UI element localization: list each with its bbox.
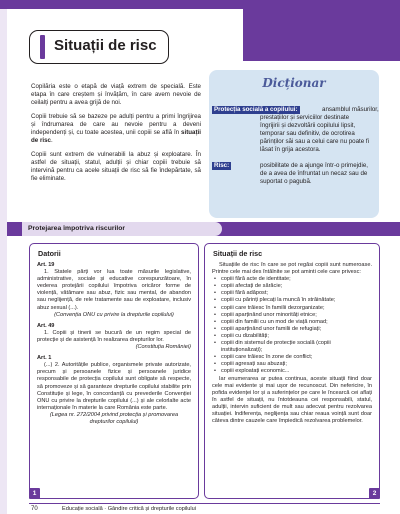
dictionary-definition-line: de a avea de înfruntat un necaz sau de <box>260 170 368 177</box>
list-item: • copiii cu dizabilități; <box>221 333 372 340</box>
dictionary-box <box>209 70 379 218</box>
risk-intro: Situațiile de risc în care se pot regăsi copiii sunt numeroase. Printre cele mai des întâlnite se pot aminti cele care privesc: <box>212 262 372 276</box>
list-item: • copiii aparținând unor familii de refugiați; <box>221 326 372 333</box>
duties-body <box>37 262 191 426</box>
duties-box <box>29 243 199 499</box>
list-item: • copiii exploatați economic... <box>221 368 372 375</box>
footer-text: Educație socială · Gândire critică și drepturile copilului <box>62 506 197 512</box>
list-item: • copiii agresați sau abuzați; <box>221 361 372 368</box>
title-accent-bar <box>40 35 45 59</box>
dictionary-definition-first: ansamblul măsurilor, <box>322 106 379 113</box>
page-title: Situații de risc <box>54 37 157 54</box>
intro-paragraph-3: Copiii sunt extrem de vulnerabili la abuz și exploatare. În astfel de situații, statul, adulții și chiar copiii trebuie să intervină pentru ca acele situații de risc să fie îndepărtate, să fie eliminate. <box>31 151 201 182</box>
list-item: • copiii fără adăpost; <box>221 290 372 297</box>
dictionary-definition-line: posibilitate de a ajunge într-o primejdie, <box>260 162 369 169</box>
article-label: Art. 49 <box>37 322 55 329</box>
left-margin-strip <box>0 9 7 514</box>
page-number: 70 <box>31 506 38 512</box>
box-number-badge: 1 <box>29 488 40 499</box>
page-title-box <box>29 30 169 64</box>
list-item: • copiii din familii cu un mod de viață nomad; <box>221 319 372 326</box>
intro-text <box>31 83 201 189</box>
dictionary-title: Dicționar <box>262 76 326 90</box>
dictionary-definition-line: prestațiilor și serviciilor destinate <box>260 114 350 121</box>
dictionary-definition-line: temporar sau definitiv, de ocrotirea <box>260 130 355 137</box>
dictionary-definition-line: îngrijirii și dezvoltării copilului lipsit, <box>260 122 356 129</box>
footer-divider <box>29 503 380 504</box>
list-item: • copiii care trăiesc în zone de conflict; <box>221 354 372 361</box>
section-tab <box>22 222 222 236</box>
list-item: • copiii aparținând unor minorități etnice; <box>221 312 372 319</box>
header-decor-panel <box>243 9 400 61</box>
risk-situations-box <box>204 243 380 499</box>
box-number-badge: 2 <box>369 488 380 499</box>
article-source: (Legea nr. 272/2004 privind protecția și promovarea drepturilor copilului) <box>49 411 179 425</box>
section-header-bar <box>7 222 400 236</box>
list-item: • copiii fără acte de identitate; <box>221 276 372 283</box>
intro-paragraph-1: Copilăria este o etapă de viață extrem de specială. Este etapa în care creștem și învățăm, în care avem nevoie de ceilalți pentru a avea grijă de noi. <box>31 83 201 106</box>
section-title: Protejarea împotriva riscurilor <box>28 225 126 232</box>
risk-heading: Situații de risc <box>213 249 263 258</box>
intro-keyword: situații de risc <box>31 129 201 144</box>
risk-list <box>212 276 372 375</box>
article-label: Art. 1 <box>37 355 52 362</box>
article-label: Art. 19 <box>37 262 55 268</box>
intro-paragraph-2-text: Copiii trebuie să se bazeze pe adulți pentru a primi îngrijirea și îndrumarea de care au nevoie pentru a deveni independenți și, cu toate acestea, unii copiii se află în <box>31 113 201 136</box>
risk-body <box>212 262 372 425</box>
list-item: • copiii din sistemul de protecție socială (copiii instituționalizați); <box>221 340 372 354</box>
list-item: • copiii care trăiesc în familii dezorganizate; <box>221 305 372 312</box>
article-text: 1. Statele părți vor lua toate măsurile legislative, administrative, sociale și educative corespunzătoare, în vederea protejării copilului împotriva oricăror forme de violență, vătămare sau abuz, fizic sau mental, de abandon sau neglijență, de rele tratamente sau de exploatare, inclusiv abuz sexual (...). <box>37 269 191 311</box>
dictionary-definition-line: lăsat în grija acestora. <box>260 146 321 153</box>
intro-paragraph-2: Copiii trebuie să se bazeze pe adulți pentru a primi îngrijirea și îndrumarea de care au nevoie pentru a deveni independenți și, cu toate acestea, unii copiii se află în situații de risc. <box>31 113 201 144</box>
article-source: (Convenția ONU cu privire la drepturile copilului) <box>54 311 174 318</box>
top-color-band <box>0 0 400 9</box>
article-text: 1. Copiii și tinerii se bucură de un regim special de protecție și de asistență în realizarea drepturilor lor. <box>37 329 191 343</box>
dictionary-term: Risc: <box>214 162 230 169</box>
risk-closing: Iar enumerarea ar putea continua, aceste situații fiind doar cele mai evidente și mai ușor de recunoscut. Din nefericire, în pofida evidenței lor și a suferințelor pe care le încearcă cei aflați în astfel de situații, nu întotdeauna cei responsabili, statul, adulții, intervin suficient de mult sau adecvat pentru rezolvarea situației. Indiferența, neglijența sau chiar reaua voință sunt doar câteva dintre cauzele care împiedică rezolvarea problemelor. <box>212 375 372 425</box>
dictionary-term: Protecția socială a copilului: <box>214 106 298 113</box>
list-item: • copiii cu părinți plecați la muncă în străinătate; <box>221 297 372 304</box>
article-text: (...) 2. Autoritățile publice, organismele private autorizate, precum și persoanele fizice și persoanele juridice responsabile de protecția copilului sunt obligate să respecte, să promoveze și să garanteze drepturile copilului stabilite prin Constituție și lege, în concordanță cu prevederile Convenției ONU cu privire la drepturile copilului (...) și ale celorlalte acte internaționale în materie la care România este parte. <box>37 362 191 411</box>
dictionary-definition-line: suportat o pagubă. <box>260 178 312 185</box>
article-source: (Constituția României) <box>135 344 191 351</box>
duties-heading: Datorii <box>38 249 61 258</box>
dictionary-definition-line: părinților săi sau a celui care nu poate fi <box>260 138 370 145</box>
list-item: • copiii afectați de sărăcie; <box>221 283 372 290</box>
